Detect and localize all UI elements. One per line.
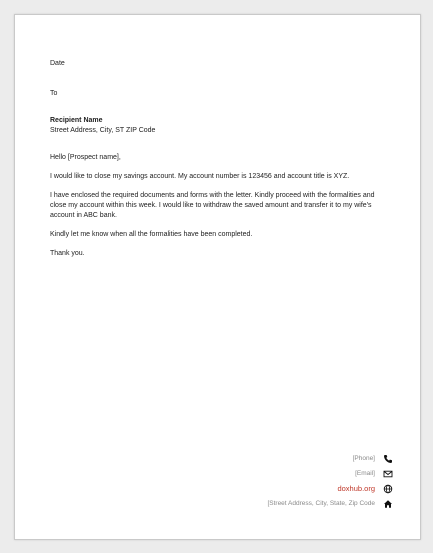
paragraph-1: I would like to close my savings account. My account number is 123456 and account title is XYZ. [50, 173, 350, 180]
to-label: To [50, 90, 58, 97]
website-link[interactable]: doxhub.org [337, 484, 375, 493]
recipient-name: Recipient Name [50, 117, 103, 124]
phone-text: [Phone] [352, 455, 375, 462]
email-icon [383, 469, 393, 479]
home-icon [383, 499, 393, 509]
letter-page [14, 14, 421, 540]
contact-website [267, 484, 375, 499]
closing: Thank you. [50, 250, 85, 257]
contact-email [267, 469, 375, 484]
greeting: Hello [Prospect name], [50, 154, 121, 161]
letter-body [50, 59, 390, 259]
paragraph-2: I have enclosed the required documents and forms with the letter. Kindly proceed with the formalities and close my account within this week. I would like to withdraw the saved amount and transfer it to my wife's account in ABC bank. [50, 192, 375, 219]
contact-block [267, 454, 375, 514]
paragraph-3: Kindly let me know when all the formalities have been completed. [50, 231, 253, 238]
phone-icon [383, 454, 393, 464]
date-label: Date [50, 60, 65, 67]
contact-phone [267, 454, 375, 469]
recipient-address: Street Address, City, ST ZIP Code [50, 127, 156, 134]
contact-address [267, 499, 375, 514]
address-text: [Street Address, City, State, Zip Code [267, 500, 375, 507]
globe-icon [383, 484, 393, 494]
email-text: [Email] [355, 470, 375, 477]
